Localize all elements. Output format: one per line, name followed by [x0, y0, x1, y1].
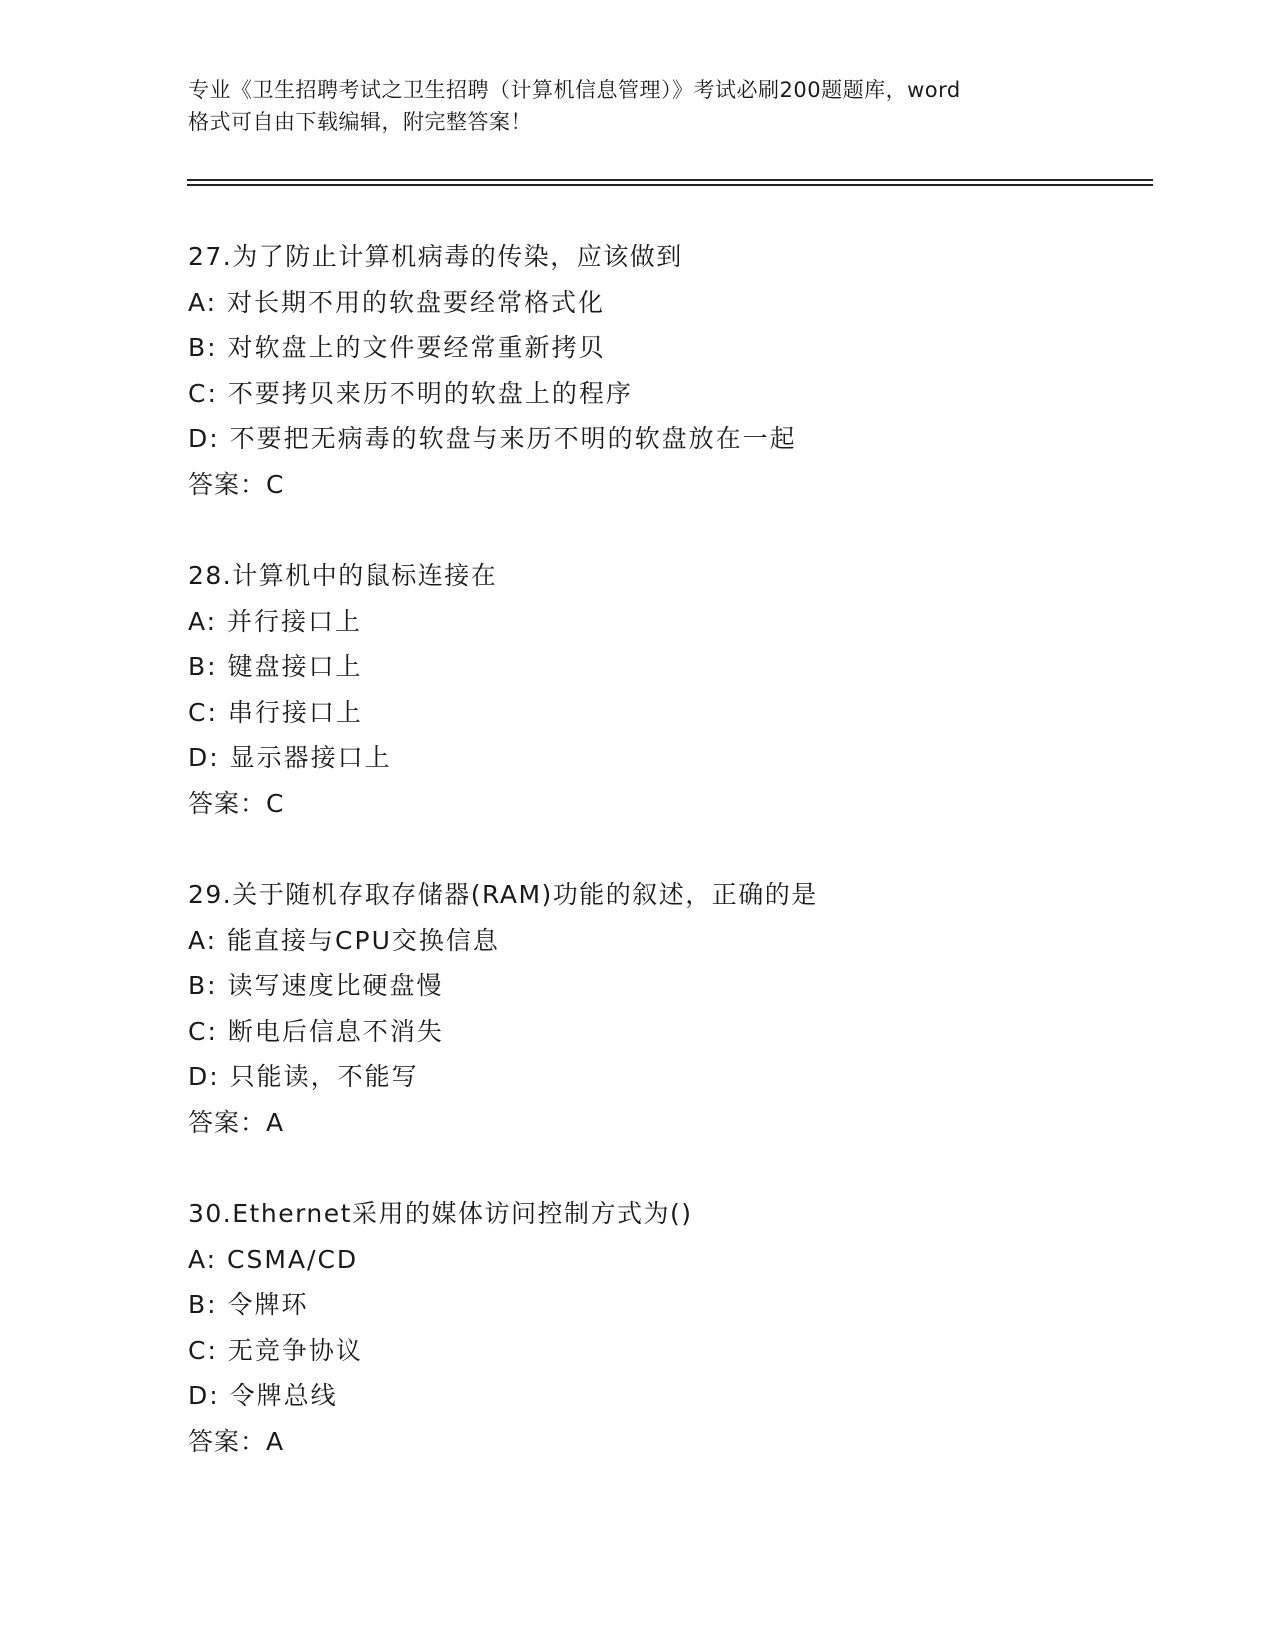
question-stem: 30.Ethernet采用的媒体访问控制方式为() [188, 1199, 693, 1228]
option-c: C: 不要拷贝来历不明的软盘上的程序 [188, 378, 633, 408]
answer-line: 答案：A [188, 1426, 285, 1456]
header-divider-bottom [187, 184, 1153, 186]
header-line-1: 专业《卫生招聘考试之卫生招聘（计算机信息管理）》考试必刷200题题库，word [188, 78, 961, 102]
option-b: B: 对软盘上的文件要经常重新拷贝 [188, 333, 606, 362]
question-stem: 29.关于随机存取存储器(RAM)功能的叙述，正确的是 [188, 880, 818, 909]
option-c: C: 无竞争协议 [188, 1335, 363, 1365]
question-29 [188, 872, 1148, 1145]
document-header [188, 74, 1108, 138]
option-b: B: 令牌环 [188, 1290, 309, 1319]
option-a: A: CSMA/CD [188, 1244, 359, 1274]
answer-line: 答案：C [188, 469, 285, 499]
option-c: C: 断电后信息不消失 [188, 1016, 444, 1046]
option-a: A: 对长期不用的软盘要经常格式化 [188, 287, 606, 317]
option-a: A: 并行接口上 [188, 606, 363, 636]
answer-line: 答案：A [188, 1107, 285, 1137]
option-b: B: 键盘接口上 [188, 652, 363, 681]
question-stem: 27.为了防止计算机病毒的传染，应该做到 [188, 242, 683, 271]
question-27 [188, 234, 1148, 507]
question-28 [188, 553, 1148, 826]
option-d: D: 令牌总线 [188, 1381, 338, 1410]
option-c: C: 串行接口上 [188, 697, 363, 727]
option-d: D: 不要把无病毒的软盘与来历不明的软盘放在一起 [188, 424, 797, 453]
option-d: D: 显示器接口上 [188, 743, 392, 772]
header-line-2: 格式可自由下载编辑，附完整答案！ [188, 110, 532, 134]
question-30 [188, 1191, 1148, 1464]
header-divider-top [187, 179, 1153, 181]
question-stem: 28.计算机中的鼠标连接在 [188, 561, 498, 590]
option-a: A: 能直接与CPU交换信息 [188, 925, 500, 955]
option-d: D: 只能读，不能写 [188, 1062, 419, 1091]
option-b: B: 读写速度比硬盘慢 [188, 971, 444, 1000]
answer-line: 答案：C [188, 788, 285, 818]
